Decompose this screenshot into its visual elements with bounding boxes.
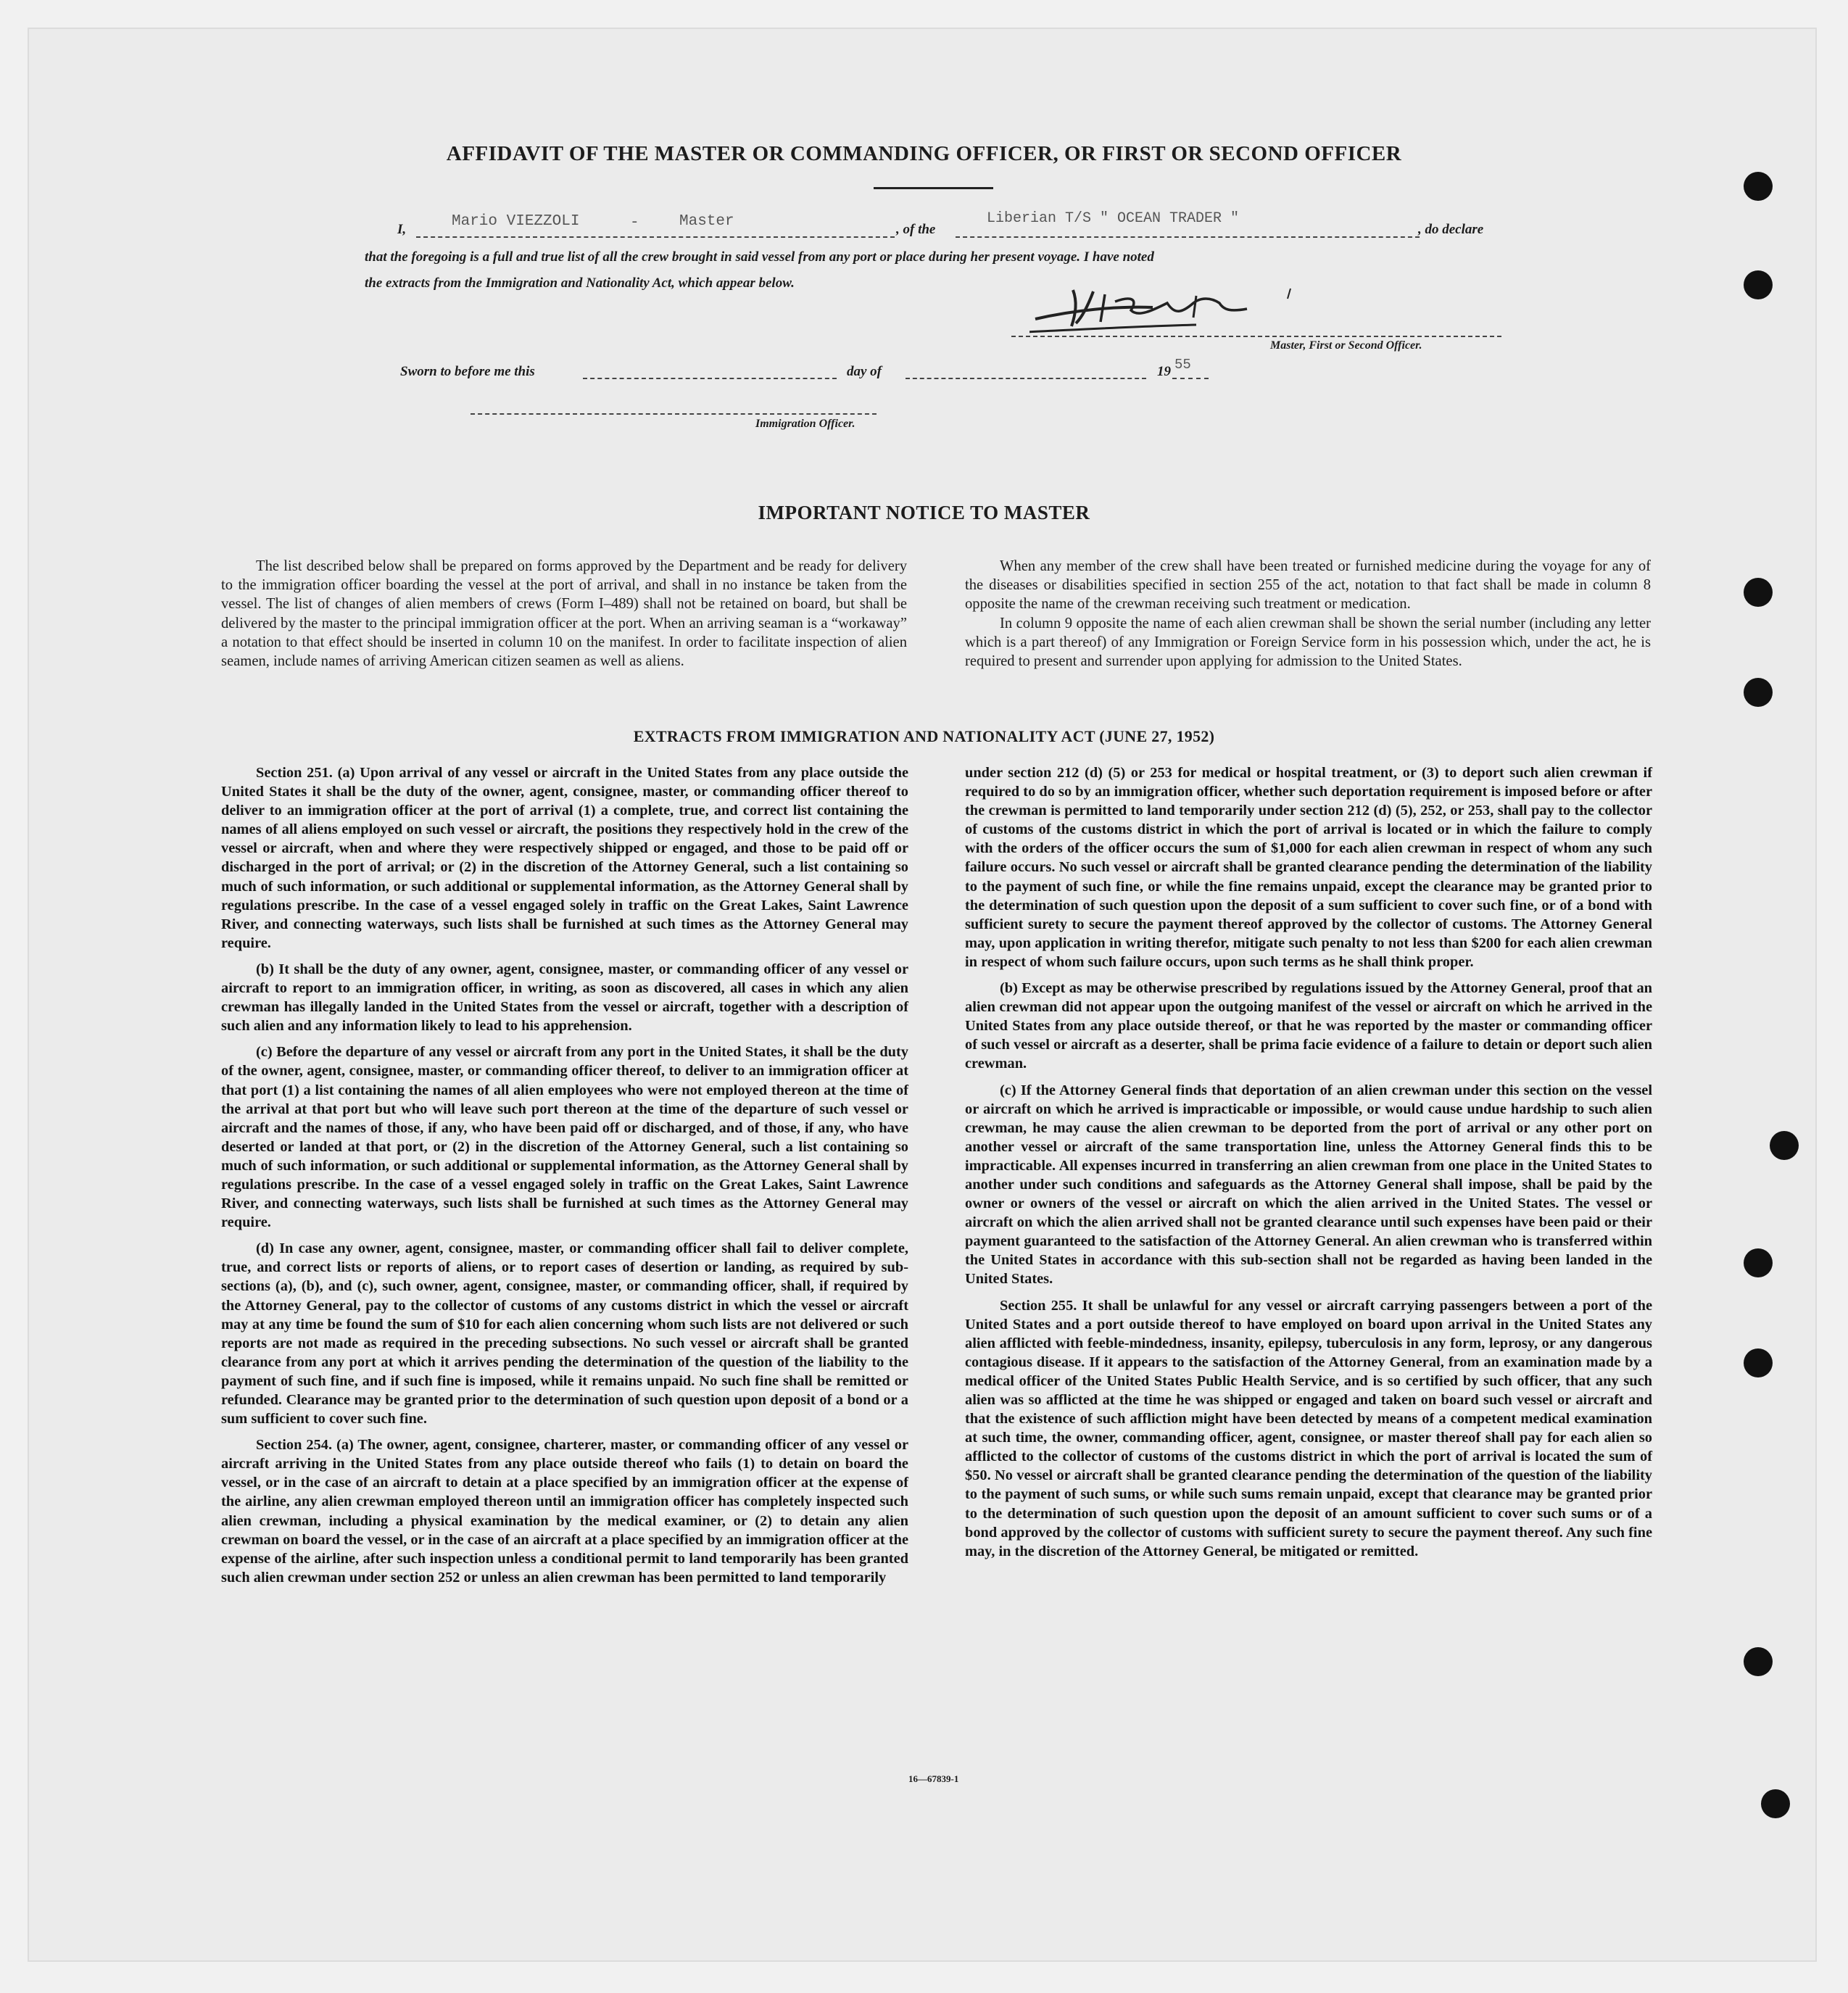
sworn-month-line: [906, 378, 1146, 379]
extracts-left-column: [221, 763, 908, 1587]
notice-paragraph: When any member of the crew shall have been treated or furnished medicine during the voyage for any of the diseases or disabilities specified in section 255 of the act, notation to that fact shall be made in column 8 opposite the name of the crewman receiving such treatment or medication.: [965, 558, 1651, 613]
notice-title: IMPORTANT NOTICE TO MASTER: [758, 502, 1090, 523]
year-line: [1172, 378, 1209, 379]
vessel-field[interactable]: Liberian T/S " OCEAN TRADER ": [987, 210, 1240, 227]
punch-hole: [1744, 1647, 1773, 1676]
officer-caption: Immigration Officer.: [755, 418, 855, 430]
punch-hole: [1744, 172, 1773, 201]
punch-hole: [1744, 578, 1773, 607]
notice-left-column: [221, 557, 907, 671]
affidavit-title: AFFIDAVIT OF THE MASTER OR COMMANDING OFFICER, OR FIRST OR SECOND OFFICER: [446, 142, 1402, 165]
section-254a: Section 254. (a) The owner, agent, consignee, charterer, master, or commanding officer of any vessel or aircraft arriving in the United States from any place outside thereof who fails (1) to detain on board the vessel, or in the case of an aircraft to detain at a place specified by an immigration officer at the expense of the airline, any alien crewman employed thereon until an immigration officer has completely inspected such alien crewman, including a physical examination by the medical examiner, or (2) to detain any alien crewman on board the vessel, or in the case of an aircraft at a place specified by an immigration officer at the expense of the airline, after such inspection unless a conditional permit to land temporarily has been granted such alien crewman under section 252 or unless an alien crewman has been permitted to land temporarily: [221, 1437, 908, 1586]
extracts-right-column: [965, 763, 1652, 1561]
section-251c: (c) Before the departure of any vessel or aircraft from any port in the United States, it shall be the duty of the owner, agent, consignee, master, or commanding officer thereof, to deliver to an immigration officer at that port (1) a list containing the names of all alien employees who were not employed thereon at the time of the arrival at that port but who will leave such port thereon at the time of the departure of such vessel or aircraft and the names of those, if any, who have been paid off or discharged, and of those, if any, who have deserted or landed at that port, or (2) in the discretion of the Attorney General, such a list containing so much of such information, or such additional or supplemental information, as the Attorney General shall by regulations prescribe. In the case of a vessel engaged solely in traffic on the Great Lakes, Saint Lawrence River, and connecting waterways, such lists shall be furnished at such times as the Attorney General may require.: [221, 1044, 908, 1231]
title-divider: [874, 187, 993, 189]
signature-line: [1011, 336, 1501, 337]
affidavit-line-3: the extracts from the Immigration and Nationality Act, which appear below.: [365, 275, 795, 291]
master-name-field[interactable]: Mario VIEZZOLI: [452, 213, 580, 230]
punch-hole: [1744, 1248, 1773, 1277]
form-code: 16—67839-1: [908, 1773, 959, 1784]
section-254c: (c) If the Attorney General finds that deportation of an alien crewman under this section on the vessel or aircraft on which he arrived is impracticable or impossible, or would cause undue hardship to such alien crewman, he may cause the alien crewman to be deported from the port of arrival or any other port on another vessel or aircraft of the same transportation line, unless the Attorney General finds this to be impracticable. All expenses incurred in transferring an alien crewman from one place in the United States to another under such conditions and safeguards as the Attorney General shall impose, shall be paid by the owner or owners of the vessel or aircraft on which the alien arrived in the United States. The vessel or aircraft on which the alien arrived shall not be granted clearance until such expenses have been paid or their payment guaranteed to the satisfaction of the Attorney General. An alien crewman who is transferred within the United States in accordance with this sub-section shall not be regarded as having been landed in the United States.: [965, 1082, 1652, 1288]
master-name-line: [416, 236, 895, 238]
vessel-line: [956, 236, 1420, 238]
notice-paragraph: In column 9 opposite the name of each alien crewman shall be shown the serial number (including any letter which is a part thereof) of any Immigration or Foreign Service form in his possession which, under the act, he is required to present and surrender upon applying for admission to the United States.: [965, 615, 1651, 670]
officer-line: [471, 413, 877, 415]
of-the-label: , of the: [896, 222, 936, 237]
punch-hole: [1744, 678, 1773, 707]
signature-caption: Master, First or Second Officer.: [1270, 339, 1422, 352]
section-251d: (d) In case any owner, agent, consignee, master, or commanding officer shall fail to deliver complete, true, and correct lists or reports of aliens, or to report cases of desertion or landing, as required by sub-sections (a), (b), and (c), such owner, agent, consignee, master, or commanding officer, shall, if required by the Attorney General, pay to the collector of customs of any customs district in which the vessel or aircraft may at any time be found the sum of $10 for each alien concerning whom such lists are not delivered or such reports are not made as required in the preceding subsections. No such vessel or aircraft shall be granted clearance from any port at which it arrives pending the determination of the question of the liability to the payment of such fine, and if such fine is imposed, while it remains unpaid. No such fine shall be remitted or refunded. Clearance may be granted prior to the determination of such question upon deposit of a bond or a sum sufficient to cover such fine.: [221, 1240, 908, 1428]
dash-text: -: [630, 215, 639, 231]
section-251a: Section 251. (a) Upon arrival of any vessel or aircraft in the United States from any place outside the United States it shall be the duty of the owner, agent, consignee, master, or commanding officer thereof to deliver to an immigration officer at the port of arrival (1) a complete, true, and correct list containing the names of all aliens employed on such vessel or aircraft, the positions they respectively hold in the crew of the vessel or aircraft, when and where they were respectively shipped or engaged, and those to be paid off or discharged in the port of arrival; or (2) in the discretion of the Attorney General, such a list containing so much of such information, or such additional or supplemental information, as the Attorney General shall by regulations prescribe. In the case of a vessel engaged solely in traffic on the Great Lakes, Saint Lawrence River, and connecting waterways, such lists shall be furnished at such times as the Attorney General may require.: [221, 765, 908, 951]
punch-hole: [1770, 1131, 1799, 1160]
notice-right-column: [965, 557, 1651, 671]
rank-field[interactable]: Master: [679, 213, 734, 230]
section-255: Section 255. It shall be unlawful for any vessel or aircraft carrying passengers between a port of the United States and a port outside thereof to have employed on board upon arrival in the United States any alien afflicted with feeble-mindedness, insanity, epilepsy, tuberculosis in any form, leprosy, or any dangerous contagious disease. If it appears to the satisfaction of the Attorney General, from an examination made by a medical officer of the United States Public Health Service, and is so certified by such officer, that any such alien was so afflicted at the time he was shipped or engaged and taken on board such vessel or aircraft and that the existence of such affliction might have been detected by means of a competent medical examination at such time, the owner, commanding officer, agent, consignee, or master thereof shall pay for each alien so afflicted to the collector of customs of the customs district in which the port of arrival is located the sum of $50. No vessel or aircraft shall be granted clearance pending the determination of the question of the liability to the payment of such sums, or while such sums remain unpaid, except that clearance may be granted prior to the determination of such question upon the deposit of an amount sufficient to cover such sums or of a bond approved by the collector of customs with sufficient surety to secure the payment thereof. Any such fine may, in the discretion of the Attorney General, be mitigated or remitted.: [965, 1297, 1652, 1559]
notice-paragraph: The list described below shall be prepared on forms approved by the Department and be ready for delivery to the immigration officer boarding the vessel at the port of arrival, and shall in no instance be taken from the vessel. The list of changes of alien members of crews (Form I–489) shall not be retained on board, but shall be delivered by the master to the principal immigration officer at the port. When an arriving seaman is a “workaway” a notation to that effect should be inserted in column 10 on the manifest. In order to facilitate inspection of alien seamen, include names of arriving American citizen seamen as well as aliens.: [221, 558, 907, 670]
sworn-label: Sworn to before me this: [400, 364, 535, 379]
sworn-day-line: [583, 378, 837, 379]
day-of-label: day of: [847, 364, 882, 379]
do-declare-label: , do declare: [1418, 222, 1484, 237]
punch-hole: [1744, 270, 1773, 299]
section-251b: (b) It shall be the duty of any owner, agent, consignee, master, or commanding officer of any vessel or aircraft to report to an immigration officer, in writing, as soon as discovered, all cases in which any alien crewman has illegally landed in the United States from the vessel or aircraft, together with a description of such alien and any information likely to lead to his apprehension.: [221, 961, 908, 1035]
master-signature: [1029, 281, 1334, 339]
i-label: I,: [397, 222, 407, 237]
section-254a-continued: under section 212 (d) (5) or 253 for medical or hospital treatment, or (3) to deport such alien crewman if required to do so by an immigration officer, whether such deportation requirement is imposed before or after the crewman is permitted to land temporarily under section 212 (d) (5), 252, or 253, shall pay to the collector of customs of the customs district in which the port of arrival is located or in which the failure to comply with the orders of the officer occurs the sum of $1,000 for each alien crewman in respect of whom any such failure occurs. No such vessel or aircraft shall be granted clearance pending the determination of the liability to the payment of such fine, or while the fine remains unpaid, except the clearance may be granted prior to the determination of such question upon the deposit of a sum sufficient to cover such fine, or of a bond with sufficient surety to secure the payment thereof approved by the collector of customs. The Attorney General may, upon application in writing therefor, mitigate such penalty to not less than $200 for each alien crewman in respect of whom such failure occurs, upon such terms as he shall think proper.: [965, 765, 1652, 970]
year-prefix: 19: [1157, 364, 1171, 379]
year-field[interactable]: 55: [1174, 357, 1191, 373]
punch-hole: [1744, 1348, 1773, 1377]
punch-hole: [1761, 1789, 1790, 1818]
extracts-title: EXTRACTS FROM IMMIGRATION AND NATIONALITY ACT (JUNE 27, 1952): [633, 727, 1215, 745]
section-254b: (b) Except as may be otherwise prescribed by regulations issued by the Attorney General, proof that an alien crewman did not appear upon the outgoing manifest of the vessel or aircraft on which he arrived in the United States from any place outside thereof, or that he was reported by the master or commanding officer of such vessel or aircraft as a deserter, shall be prima facie evidence of a failure to detain or deport such alien crewman.: [965, 980, 1652, 1072]
affidavit-line-2: that the foregoing is a full and true list of all the crew brought in said vessel from any port or place during her present voyage. I have noted: [365, 249, 1154, 265]
